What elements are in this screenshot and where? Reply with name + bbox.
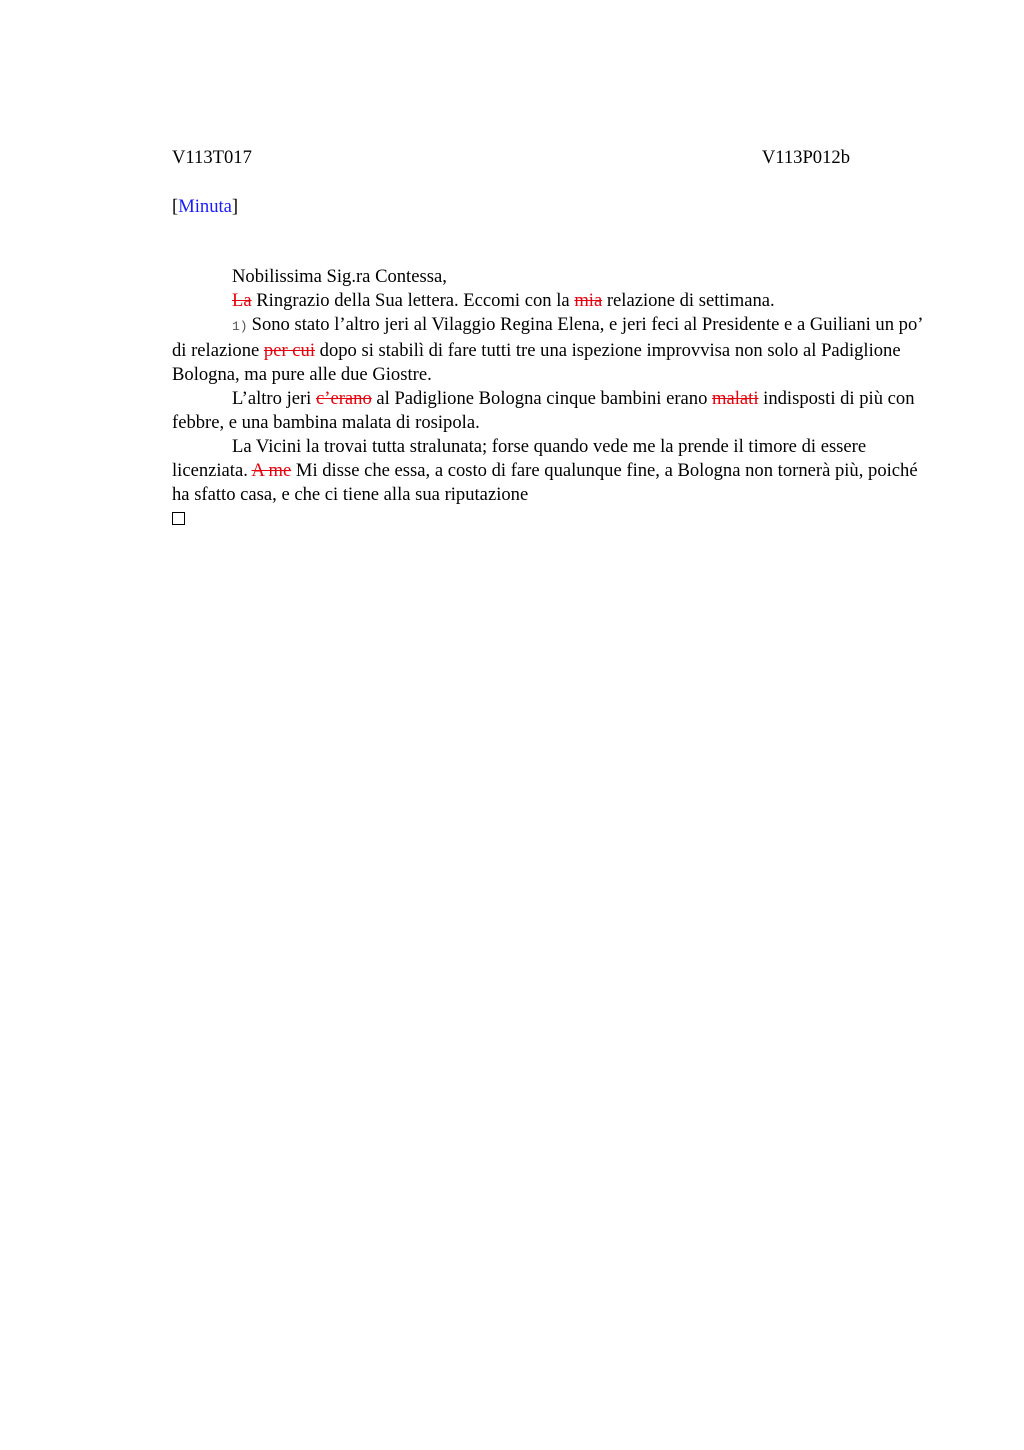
document-code-right: V113P012b (761, 147, 850, 168)
paragraph-1 (172, 289, 932, 313)
bracket-close: ] (231, 196, 239, 217)
paragraph-text: relazione di settimana. (602, 290, 775, 311)
paragraph-2 (172, 313, 932, 387)
salutation-text: Nobilissima Sig.ra Contessa, (232, 266, 447, 287)
deleted-text: malati (712, 388, 759, 409)
paragraph-3 (172, 387, 932, 435)
minuta-link[interactable]: Minuta (178, 196, 232, 217)
document-type-label (172, 195, 238, 219)
paragraph-text: La Vicini la trovai tutta stralunata; forse quando vede me la prende il timore di essere licenziata. (172, 436, 867, 481)
deleted-text: A me (251, 460, 292, 481)
paragraph-text: Ringrazio della Sua lettera. Eccomi con la (251, 290, 575, 311)
bracket-open: [ (172, 196, 179, 217)
deleted-text: c’erano (316, 388, 372, 409)
paragraph-text: Sono stato l’altro jeri al Vilaggio Regina Elena, e jeri feci al Presidente e a Guiliani un po’ di relazione (172, 314, 923, 361)
paragraph-text: al Padiglione Bologna cinque bambini erano (371, 388, 713, 409)
letter-body (172, 265, 932, 525)
square-box-icon (172, 512, 185, 525)
deleted-text: La (232, 290, 252, 311)
footnote-number[interactable]: 1) (232, 319, 248, 334)
salutation (172, 265, 932, 289)
deleted-text: per cui (263, 340, 315, 361)
paragraph-text: Mi disse che essa, a costo di fare qualunque fine, a Bologna non tornerà più, poiché ha sfatto casa, e che ci tiene alla sua riputazione (172, 460, 918, 505)
paragraph-text: indisposti di più con febbre, e una bambina malata di rosipola. (172, 388, 915, 433)
paragraph-text: L’altro jeri (232, 388, 316, 409)
deleted-text: mia (574, 290, 603, 311)
document-code-left: V113T017 (172, 147, 252, 168)
document-header (172, 146, 850, 170)
paragraph-text: dopo si stabilì di fare tutti tre una ispezione improvvisa non solo al Padiglione Bologna, ma pure alle due Giostre. (172, 340, 901, 385)
paragraph-4 (172, 435, 932, 507)
